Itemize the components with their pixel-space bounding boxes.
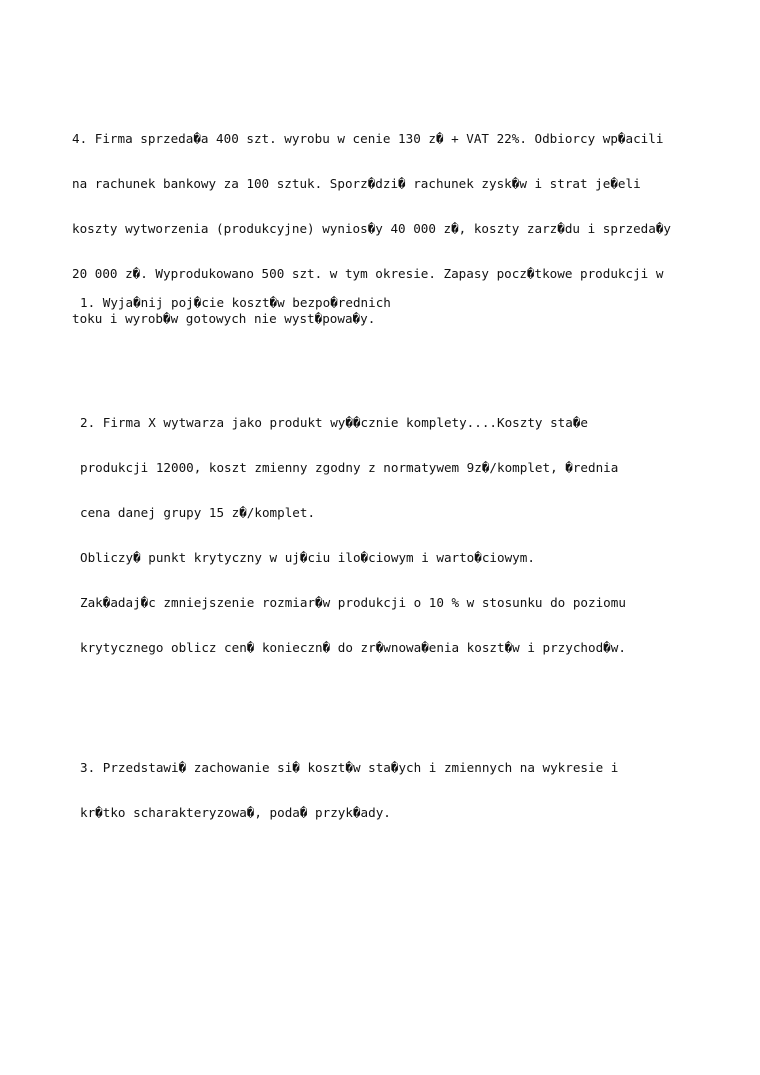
questions-section — [80, 235, 626, 880]
task-4-line: toku i wyrob�w gotowych nie wyst�powa�y. — [72, 311, 376, 326]
question-2-line: Obliczy� punkt krytyczny w uj�ciu ilo�ciowym i warto�ciowym. — [80, 550, 535, 565]
question-2-line: 2. Firma X wytwarza jako produkt wy��cznie komplety....Koszty sta�e — [80, 415, 588, 430]
question-3 — [80, 730, 626, 850]
task-4-line: 20 000 z�. Wyprodukowano 500 szt. w tym okresie. Zapasy pocz�tkowe produkcji w — [72, 266, 664, 281]
question-2-line: produkcji 12000, koszt zmienny zgodny z normatywem 9z�/komplet, �rednia — [80, 460, 619, 475]
question-2 — [80, 385, 626, 685]
question-3-line: kr�tko scharakteryzowa�, poda� przyk�ady. — [80, 805, 391, 820]
task-4-line: na rachunek bankowy za 100 sztuk. Sporz�dzi� rachunek zysk�w i strat je�eli — [72, 176, 641, 191]
question-2-line: Zak�adaj�c zmniejszenie rozmiar�w produkcji o 10 % w stosunku do poziomu — [80, 595, 626, 610]
question-2-line: cena danej grupy 15 z�/komplet. — [80, 505, 316, 520]
question-1-line: 1. Wyja�nij poj�cie koszt�w bezpo�rednich — [80, 295, 391, 310]
question-3-line: 3. Przedstawi� zachowanie si� koszt�w sta�ych i zmiennych na wykresie i — [80, 760, 619, 775]
task-4-line: koszty wytworzenia (produkcyjne) wynios�y 40 000 z�, koszty zarz�du i sprzeda�y — [72, 221, 671, 236]
task-4-line: 4. Firma sprzeda�a 400 szt. wyrobu w cenie 130 z� + VAT 22%. Odbiorcy wp�acili — [72, 131, 664, 146]
question-1 — [80, 265, 626, 340]
question-2-line: krytycznego oblicz cen� konieczn� do zr�wnowa�enia koszt�w i przychod�w. — [80, 640, 626, 655]
